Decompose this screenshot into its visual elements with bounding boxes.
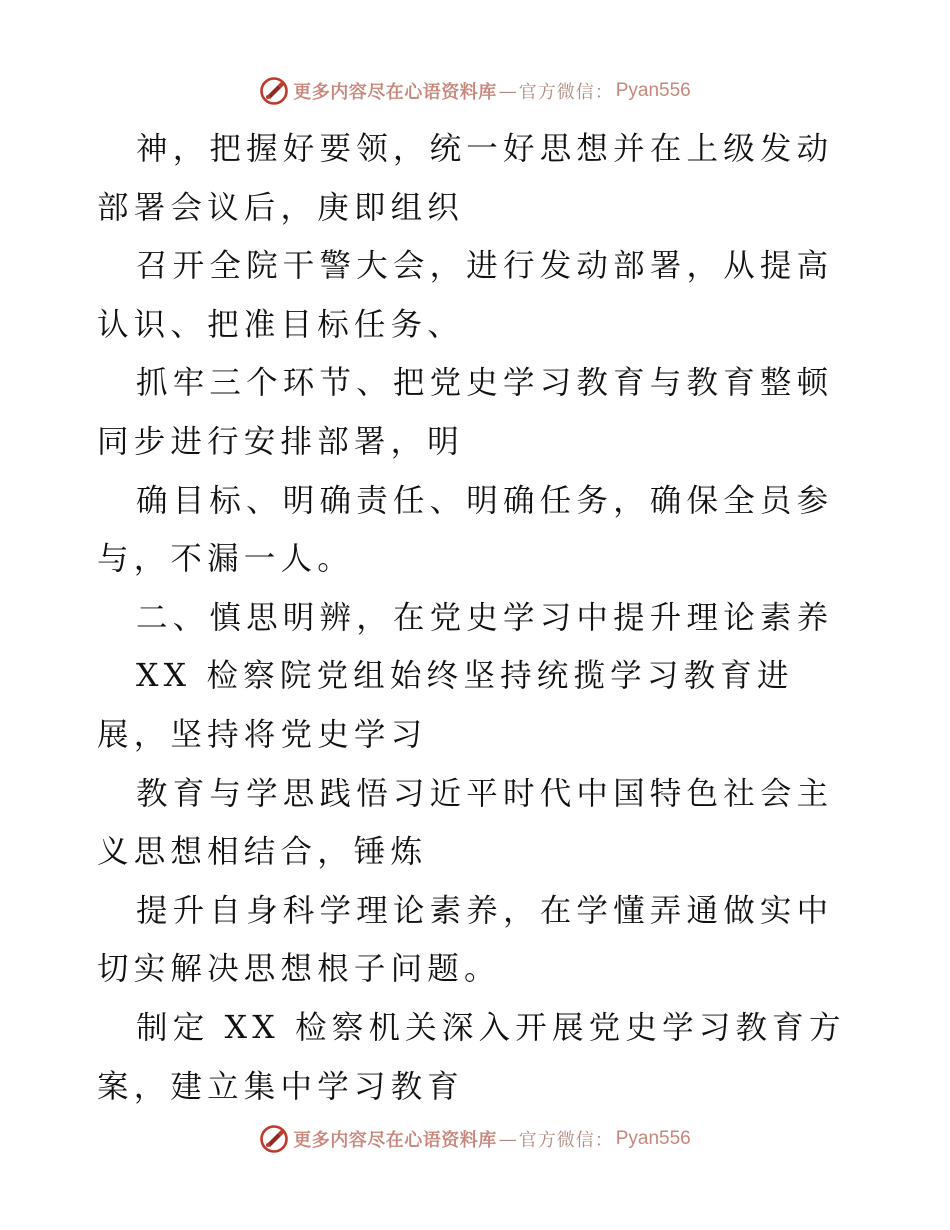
paragraph-8: 提升自身科学理论素养，在学懂弄通做实中切实解决思想根子问题。 bbox=[97, 892, 834, 988]
banner-separator: — bbox=[498, 80, 517, 102]
paragraph-7: 教育与学思践悟习近平时代中国特色社会主义思想相结合，锤炼 bbox=[97, 775, 834, 871]
header-banner bbox=[0, 74, 950, 108]
logo-icon bbox=[259, 1124, 289, 1154]
paragraph-3: 抓牢三个环节、把党史学习教育与教育整顿同步进行安排部署，明 bbox=[97, 365, 834, 460]
banner-separator: — bbox=[498, 1128, 517, 1150]
logo-icon bbox=[259, 76, 289, 106]
paragraph-9: 制定 XX 检察机关深入开展党史学习教育方案，建立集中学习教育 bbox=[97, 1009, 846, 1105]
document-body bbox=[97, 120, 867, 1116]
paragraph-2: 召开全院干警大会，进行发动部署，从提高认识、把准目标任务、 bbox=[97, 248, 834, 343]
banner-wechat-label: 官方微信： bbox=[518, 82, 614, 103]
paragraph-6: XX 检察院党组始终坚持统揽学习教育进展，坚持将党史学习 bbox=[97, 658, 794, 753]
banner-site-name: 更多内容尽在心语资料库 bbox=[293, 82, 497, 103]
banner-site-name: 更多内容尽在心语资料库 bbox=[293, 1130, 497, 1151]
paragraph-4: 确目标、明确责任、明确任务，确保全员参与，不漏一人。 bbox=[97, 482, 834, 578]
paragraph-1: 神，把握好要领，统一好思想并在上级发动部署会议后，庚即组织 bbox=[97, 131, 834, 226]
banner-wechat-handle: Pyan556 bbox=[615, 80, 691, 101]
banner-wechat-label: 官方微信： bbox=[518, 1130, 614, 1151]
banner-wechat-handle: Pyan556 bbox=[615, 1128, 691, 1149]
footer-banner bbox=[0, 1122, 950, 1156]
section-heading: 二、慎思明辨，在党史学习中提升理论素养 bbox=[136, 599, 834, 636]
